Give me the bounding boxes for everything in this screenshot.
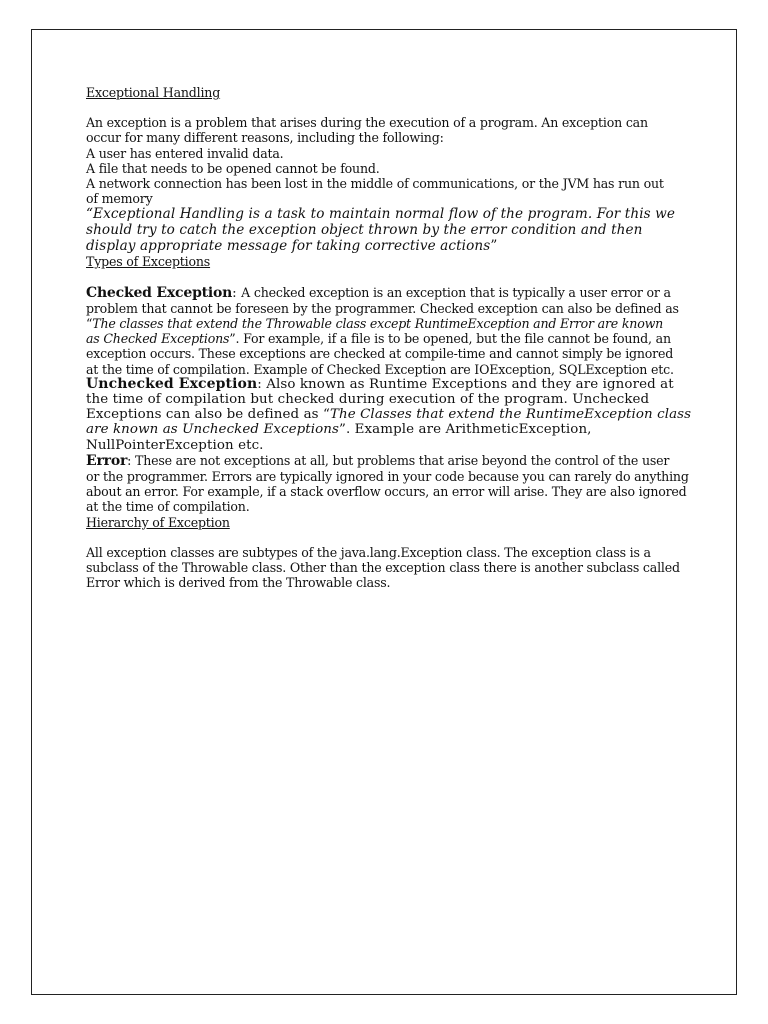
term-error: Error (86, 452, 128, 469)
intro-text-line: An exception is a problem that arises during the execution of a program. An exception can (86, 115, 648, 131)
intro-text-line: occur for many different reasons, including the following: (86, 130, 444, 146)
section-title-exceptional-handling: Exceptional Handling (86, 85, 221, 100)
error-paragraph: Error: These are not exceptions at all, but problems that arise beyond the control of the user or the programmer. Errors are typically ignored in your code because you can rarely do anything about an error. For example, if a stack overflow occurs, an error will arise. They are also ignored at the time of compilation. (86, 452, 689, 515)
term-checked-exception: Checked Exception (86, 284, 233, 301)
definition-quote: should try to catch the exception object thrown by the error condition and then (86, 222, 643, 239)
unchecked-exception-paragraph: Unchecked Exception: Also known as Runtime Exceptions and they are ignored at the time of compilation but checked during execution of the program. Unchecked Exceptions can also be defined as “The Classes that extend the RuntimeException class are known as Unchecked Exceptions”. Example are ArithmeticException, NullPointerException etc. (86, 375, 692, 453)
checked-exception-paragraph: Checked Exception: A checked exception is an exception that is typically a user error or a problem that cannot be foreseen by the programmer. Checked exception can also be defined as “The classes that extend the Throwable class except RuntimeException and Error are known as Checked Exceptions”. For example, if a file is to be opened, but the file cannot be found, an exception occurs. These exceptions are checked at compile-time and cannot simply be ignored at the time of compilation. Example of Checked Exception are IOException, SQLException etc. (86, 284, 679, 377)
term-unchecked-exception: Unchecked Exception (86, 375, 258, 392)
definition-quote: “Exceptional Handling is a task to maintain normal flow of the program. For this we (86, 206, 676, 223)
reason-item: A user has entered invalid data. (86, 145, 284, 161)
section-title-types-of-exceptions: Types of Exceptions (86, 254, 211, 270)
reason-item: of memory (86, 191, 153, 207)
reason-item: A file that needs to be opened cannot be found. (86, 160, 380, 176)
reason-item: A network connection has been lost in the middle of communications, or the JVM has run out (86, 176, 664, 192)
document-body (86, 85, 692, 591)
hierarchy-text-line: All exception classes are subtypes of the java.lang.Exception class. The exception class is a (86, 544, 651, 560)
hierarchy-text-line: Error which is derived from the Throwable class. (86, 575, 391, 591)
section-title-hierarchy: Hierarchy of Exception (86, 514, 230, 530)
definition-quote: display appropriate message for taking corrective actions” (86, 238, 498, 255)
hierarchy-text-line: subclass of the Throwable class. Other than the exception class there is another subclass called (86, 560, 680, 576)
